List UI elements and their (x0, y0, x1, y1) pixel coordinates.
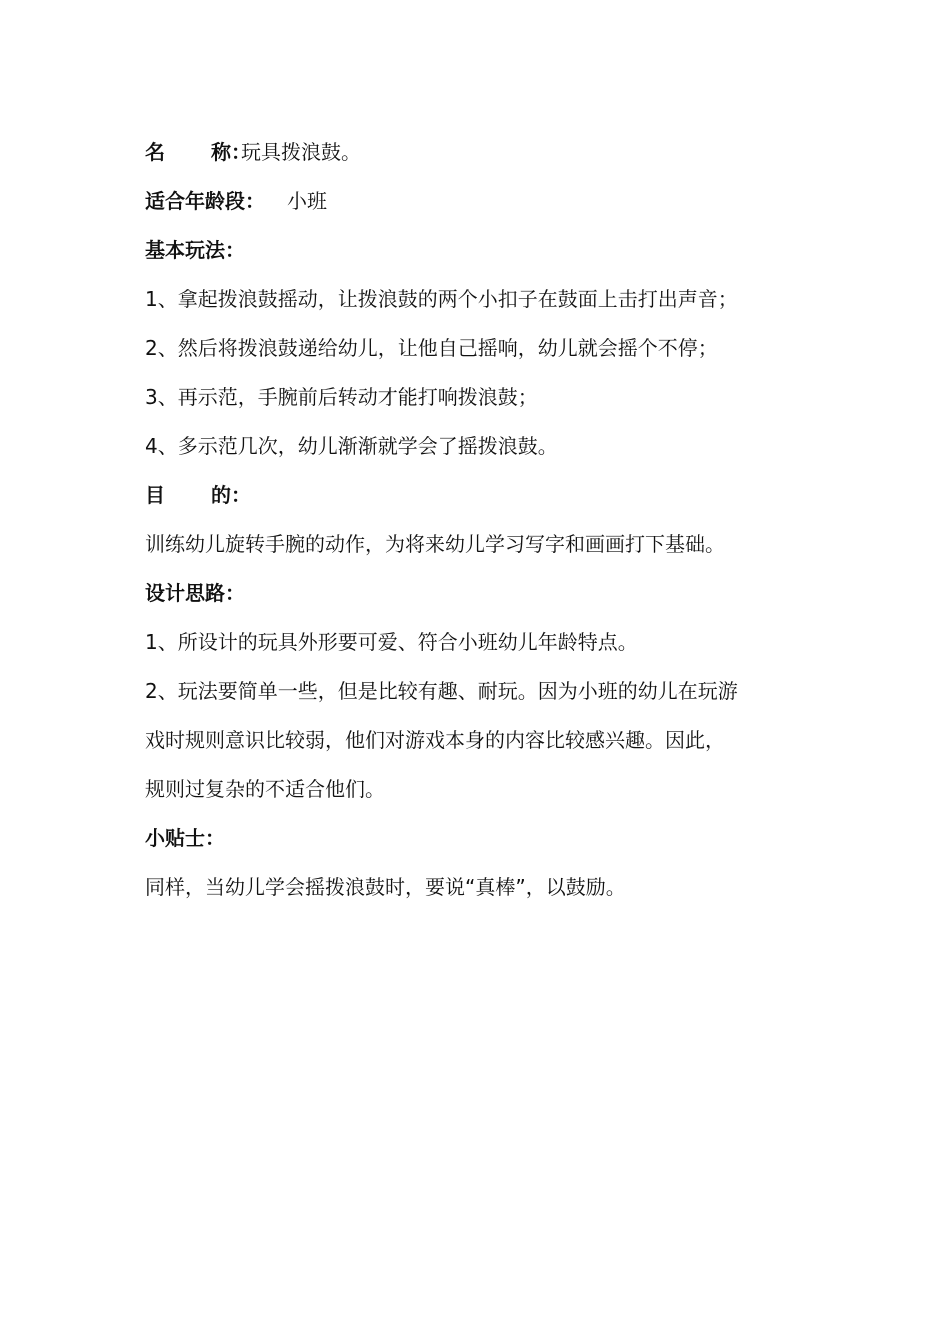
name-value: 玩具拨浪鼓。 (241, 140, 361, 164)
purpose-label (145, 471, 251, 520)
play-item-2: 2、然后将拨浪鼓递给幼儿，让他自己摇响，幼儿就会摇个不停； (145, 336, 718, 360)
tips-heading: 小贴士： (145, 826, 225, 850)
purpose-label-char2: 的： (211, 483, 251, 507)
name-label-char2: 称： (211, 140, 251, 164)
design-item-1: 1、所设计的玩具外形要可爱、符合小班幼儿年龄特点。 (145, 630, 638, 654)
name-label-char1: 名 (145, 140, 165, 164)
document-page (145, 128, 825, 912)
name-label (145, 128, 251, 177)
tips-text: 同样，当幼儿学会摇拨浪鼓时，要说“真棒”，以鼓励。 (145, 875, 626, 899)
name-row (145, 128, 825, 177)
play-item-4: 4、多示范几次，幼儿渐渐就学会了摇拨浪鼓。 (145, 434, 558, 458)
play-item-1: 1、拿起拨浪鼓摇动，让拨浪鼓的两个小扣子在鼓面上击打出声音； (145, 287, 738, 311)
purpose-label-char1: 目 (145, 483, 165, 507)
design-item-2-line-3: 规则过复杂的不适合他们。 (145, 777, 385, 801)
age-value: 小班 (287, 189, 327, 213)
purpose-row (145, 471, 825, 520)
design-item-2-line-1: 2、玩法要简单一些，但是比较有趣、耐玩。因为小班的幼儿在玩游 (145, 679, 738, 703)
purpose-text: 训练幼儿旋转手腕的动作，为将来幼儿学习写字和画画打下基础。 (145, 532, 725, 556)
play-heading: 基本玩法： (145, 238, 245, 262)
design-heading: 设计思路： (145, 581, 245, 605)
play-item-3: 3、再示范，手腕前后转动才能打响拨浪鼓； (145, 385, 538, 409)
design-item-2-line-2: 戏时规则意识比较弱，他们对游戏本身的内容比较感兴趣。因此， (145, 728, 725, 752)
age-row (145, 177, 825, 226)
age-label: 适合年龄段： (145, 189, 265, 213)
